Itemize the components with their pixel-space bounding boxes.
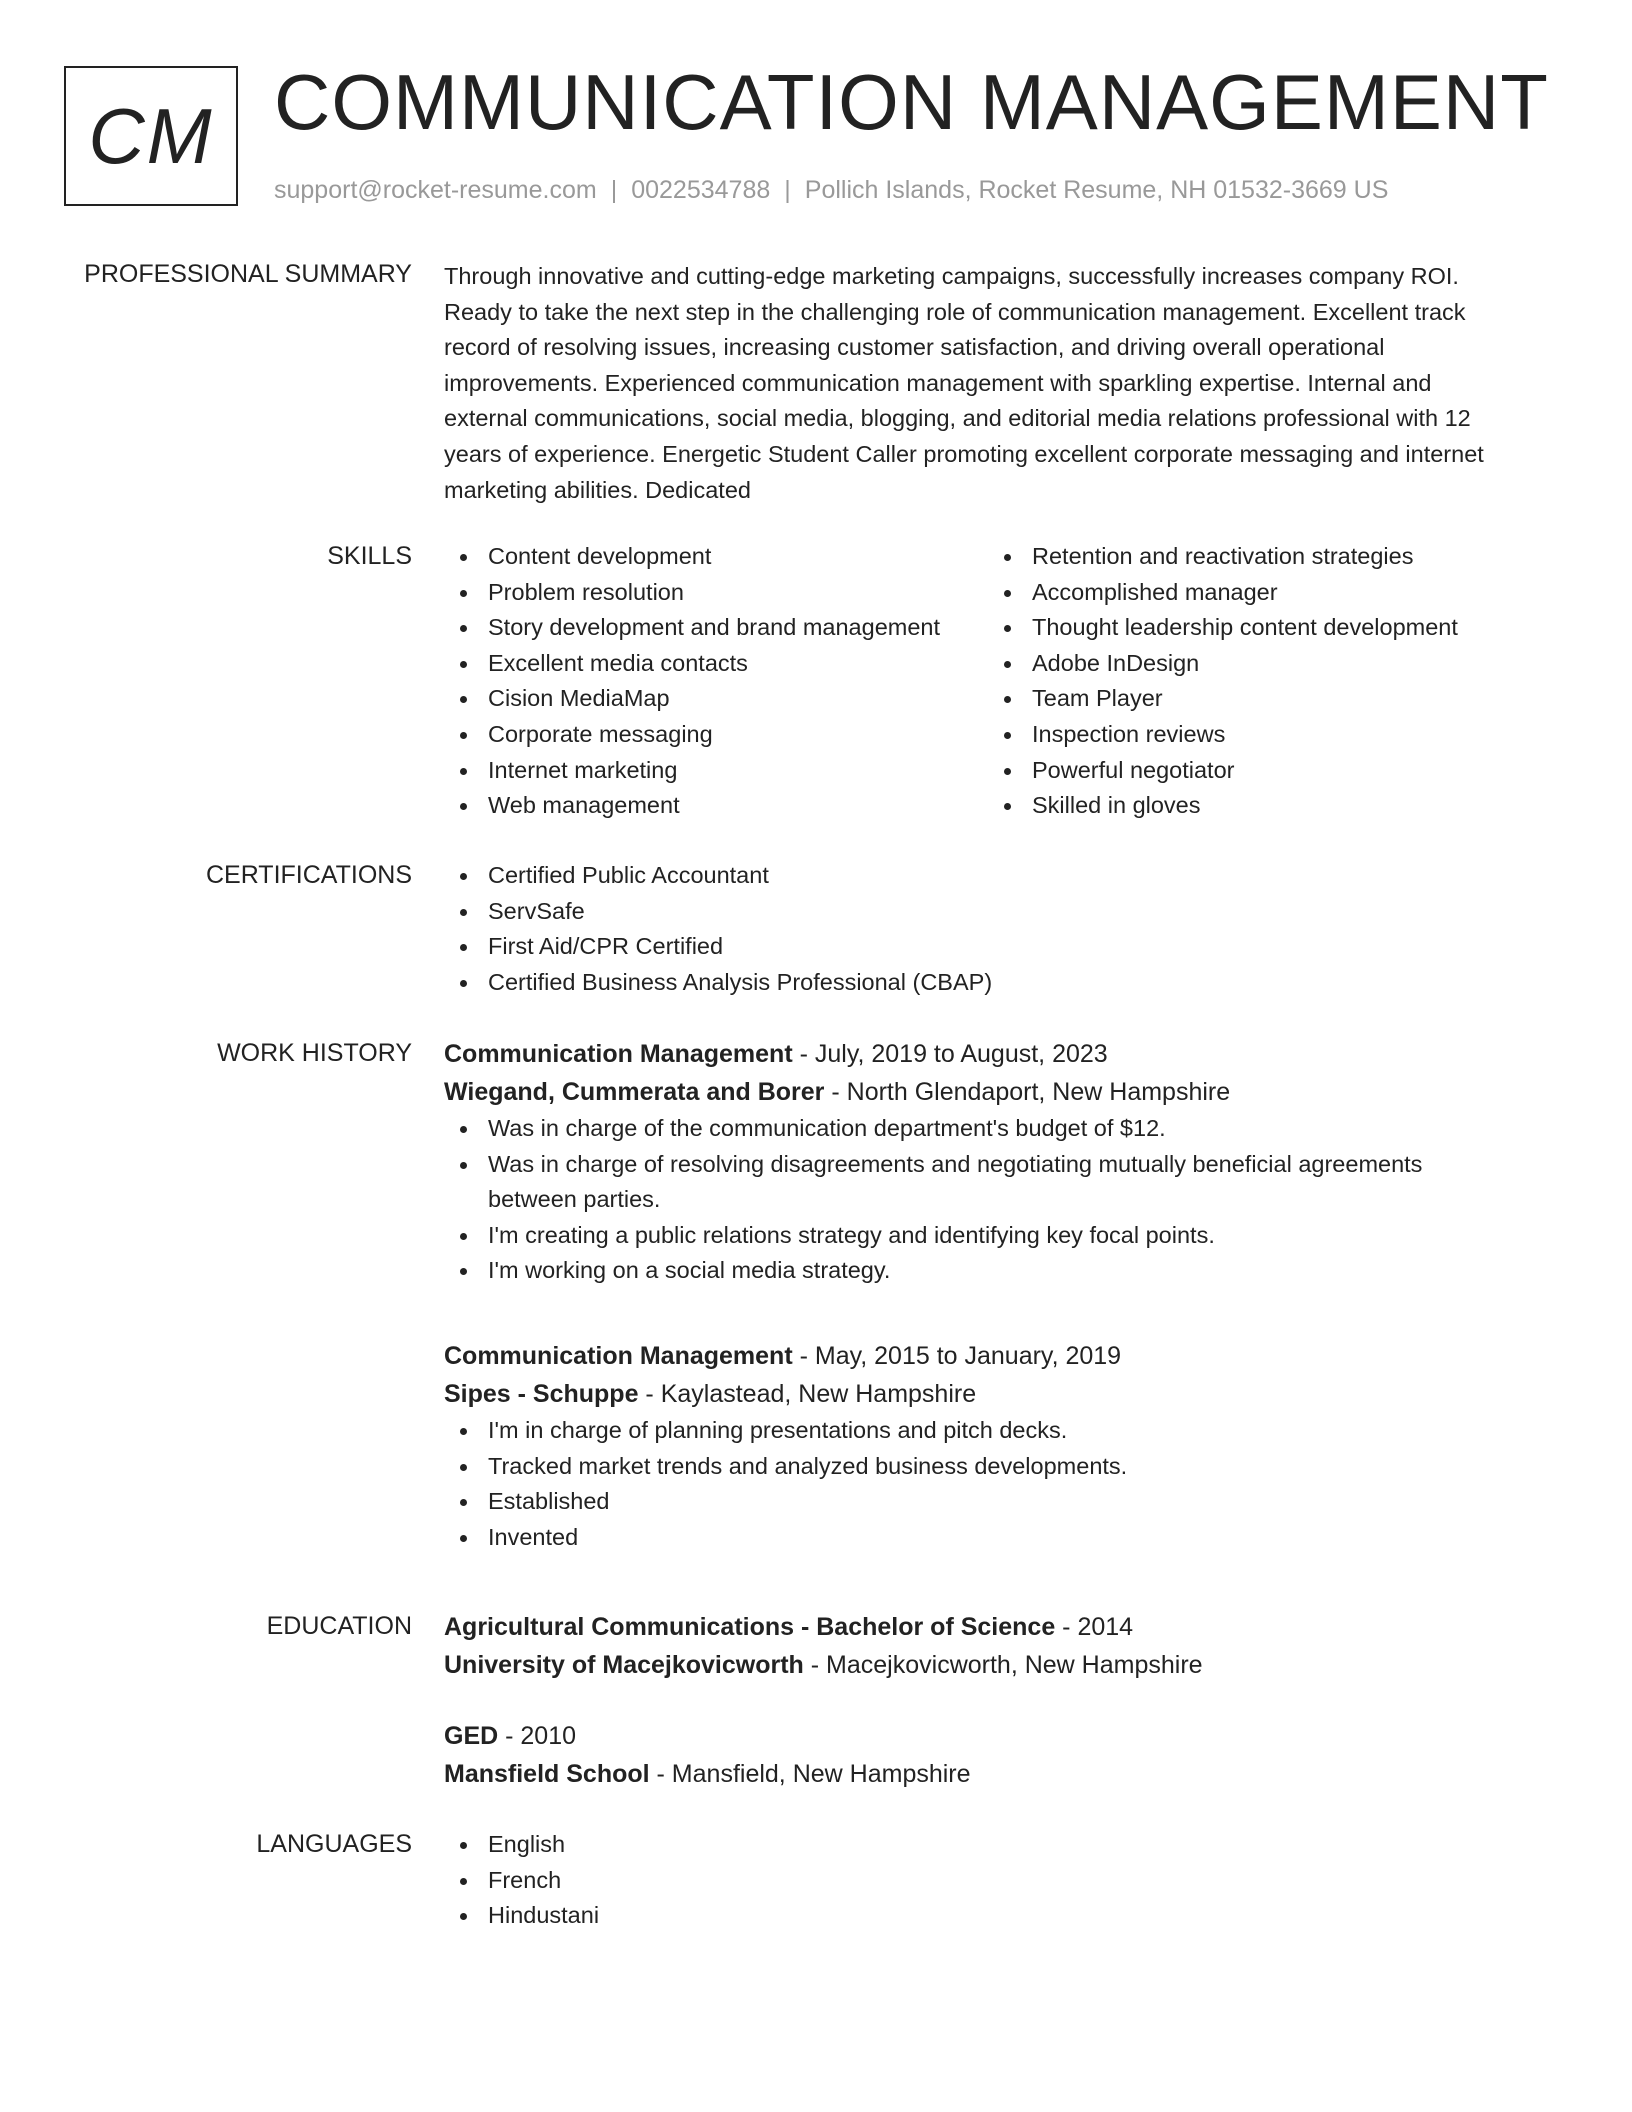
summary-line: Ready to take the next step in the challenging role of communication management. Excellent track [444,298,1466,325]
skill-item: Cision MediaMap [444,681,988,717]
job-dates: - May, 2015 to January, 2019 [792,1342,1122,1370]
language-item: Hindustani [444,1898,1544,1934]
education-entry [444,1717,1544,1793]
certification-item: Certified Public Accountant [444,858,1544,894]
job-location: - Kaylastead, New Hampshire [638,1380,977,1408]
skill-item: Story development and brand management [444,610,988,646]
skill-item: Skilled in gloves [988,788,1532,824]
education-school: University of Macejkovicworth [444,1651,804,1679]
job-bullet: Was in charge of the communication department's budget of $12. [444,1111,1544,1147]
summary-line: external communications, social media, blogging, and editorial media relations professional with 12 [444,405,1471,432]
certification-item: Certified Business Analysis Professional (CBAP) [444,965,1544,1001]
section-label-education: EDUCATION [266,1612,412,1640]
skill-item: Powerful negotiator [988,753,1532,789]
skill-item: Excellent media contacts [444,646,988,682]
section-label-skills: SKILLS [327,542,412,570]
education-location: - Macejkovicworth, New Hampshire [803,1651,1203,1679]
languages-body [444,1827,1544,1934]
skill-item: Accomplished manager [988,575,1532,611]
skills-list-left [444,539,988,824]
languages-list [444,1827,1544,1934]
job-title: Communication Management [444,1342,793,1370]
summary-body [444,259,1544,508]
skill-item: Adobe InDesign [988,646,1532,682]
section-label-certifications: CERTIFICATIONS [205,861,412,889]
job-title: Communication Management [444,1040,793,1068]
section-label-summary: PROFESSIONAL SUMMARY [84,260,412,288]
education-entry [444,1608,1544,1684]
section-label-work-history: WORK HISTORY [217,1039,412,1067]
summary-line: improvements. Experienced communication management with sparkling expertise. Internal and [444,369,1432,396]
job-bullet: Tracked market trends and analyzed business developments. [444,1449,1544,1485]
job-dates: - July, 2019 to August, 2023 [792,1040,1108,1068]
email-text: support@rocket-resume.com [274,176,597,204]
language-item: English [444,1827,1544,1863]
skill-item: Inspection reviews [988,717,1532,753]
section-label-languages: LANGUAGES [256,1830,412,1858]
summary-line: years of experience. Energetic Student Caller promoting excellent corporate messaging and internet [444,440,1484,467]
education-year: - 2014 [1055,1613,1134,1641]
job-title-line [444,1337,1544,1375]
job-bullet-line: Was in charge of resolving disagreements and negotiating mutually beneficial agreements [488,1150,1423,1177]
skill-item: Corporate messaging [444,717,988,753]
education-degree-line [444,1608,1544,1646]
phone-text: 0022534788 [631,176,771,204]
skill-item: Retention and reactivation strategies [988,539,1532,575]
summary-line: Through innovative and cutting-edge marketing campaigns, successfully increases company ROI. [444,263,1459,289]
certification-item: First Aid/CPR Certified [444,929,1544,965]
education-degree: Agricultural Communications - Bachelor of Science [444,1613,1056,1641]
summary-line: record of resolving issues, increasing customer satisfaction, and driving overall operational [444,334,1385,361]
job-bullet-line: between parties. [488,1186,661,1213]
skills-list-right [988,539,1532,824]
job-bullet: Established [444,1484,1544,1520]
education-school: Mansfield School [444,1760,650,1788]
job-company-line [444,1073,1544,1111]
job-company: Wiegand, Cummerata and Borer [444,1078,825,1106]
job-bullet: I'm creating a public relations strategy and identifying key focal points. [444,1218,1544,1254]
education-location: - Mansfield, New Hampshire [649,1760,971,1788]
job-entry [444,1337,1544,1555]
education-school-line [444,1646,1544,1684]
skill-item: Problem resolution [444,575,988,611]
job-bullets [444,1111,1544,1289]
certification-item: ServSafe [444,894,1544,930]
education-school-line [444,1755,1544,1793]
job-entry [444,1035,1544,1289]
job-bullet: Invented [444,1520,1544,1556]
summary-line: marketing abilities. Dedicated [444,476,751,503]
skill-item: Content development [444,539,988,575]
skill-item: Team Player [988,681,1532,717]
job-title-line [444,1035,1544,1073]
resume-name: COMMUNICATION MANAGEMENT [274,58,1549,146]
job-location: - North Glendaport, New Hampshire [824,1078,1231,1106]
separator: | [610,176,618,204]
monogram-logo: CM [64,66,238,206]
language-item: French [444,1863,1544,1899]
job-bullet [444,1147,1544,1218]
skills-body [444,539,1544,824]
job-bullet: I'm working on a social media strategy. [444,1253,1544,1289]
separator: | [784,176,791,204]
job-bullets [444,1413,1544,1555]
skill-item: Thought leadership content development [988,610,1532,646]
job-company: Sipes - Schuppe [444,1380,639,1408]
skill-item: Web management [444,788,988,824]
job-company-line [444,1375,1544,1413]
certifications-body [444,858,1544,1000]
education-degree-line [444,1717,1544,1755]
certifications-list [444,858,1544,1000]
education-degree: GED [444,1722,499,1750]
contact-line [274,172,1388,208]
address-text: Pollich Islands, Rocket Resume, NH 01532-3669 US [804,176,1389,204]
education-year: - 2010 [498,1722,577,1750]
skill-item: Internet marketing [444,753,988,789]
job-bullet: I'm in charge of planning presentations and pitch decks. [444,1413,1544,1449]
